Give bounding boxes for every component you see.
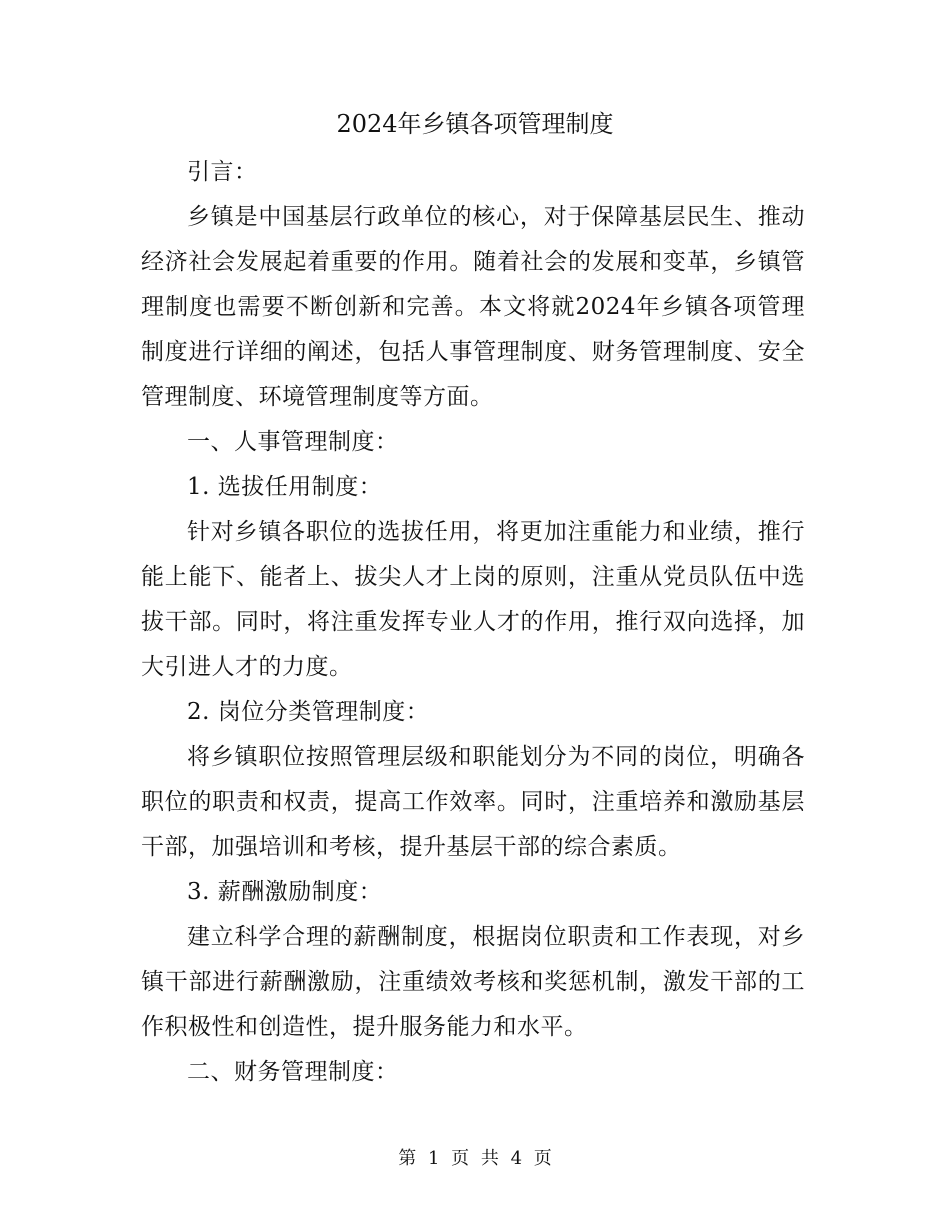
intro-paragraph: 乡镇是中国基层行政单位的核心，对于保障基层民生、推动经济社会发展起着重要的作用。随着社会的发展和变革，乡镇管理制度也需要不断创新和完善。本文将就2024年乡镇各项管理制度进行详细的阐述，包括人事管理制度、财务管理制度、安全管理制度、环境管理制度等方面。 <box>141 204 805 410</box>
document-body <box>141 150 805 1095</box>
paragraph-post-classification: 将乡镇职位按照管理层级和职能划分为不同的岗位，明确各职位的职责和权责，提高工作效率。同时，注重培养和激励基层干部，加强培训和考核，提升基层干部的综合素质。 <box>141 744 805 860</box>
document-title: 2024年乡镇各项管理制度 <box>336 110 614 138</box>
section-heading-personnel: 一、人事管理制度： <box>187 429 399 455</box>
intro-label: 引言： <box>187 159 258 185</box>
subheading-selection: 1. 选拔任用制度： <box>187 474 383 500</box>
page-number-footer: 第 1 页 共 4 页 <box>398 1148 552 1169</box>
subheading-salary-incentive: 3. 薪酬激励制度： <box>187 879 383 905</box>
section-heading-finance: 二、财务管理制度： <box>187 1059 399 1085</box>
paragraph-salary-incentive: 建立科学合理的薪酬制度，根据岗位职责和工作表现，对乡镇干部进行薪酬激励，注重绩效考核和奖惩机制，激发干部的工作积极性和创造性，提升服务能力和水平。 <box>141 924 805 1040</box>
paragraph-selection: 针对乡镇各职位的选拔任用，将更加注重能力和业绩，推行能上能下、能者上、拔尖人才上岗的原则，注重从党员队伍中选拔干部。同时，将注重发挥专业人才的作用，推行双向选择，加大引进人才的力度。 <box>141 519 805 680</box>
subheading-post-classification: 2. 岗位分类管理制度： <box>187 699 430 725</box>
